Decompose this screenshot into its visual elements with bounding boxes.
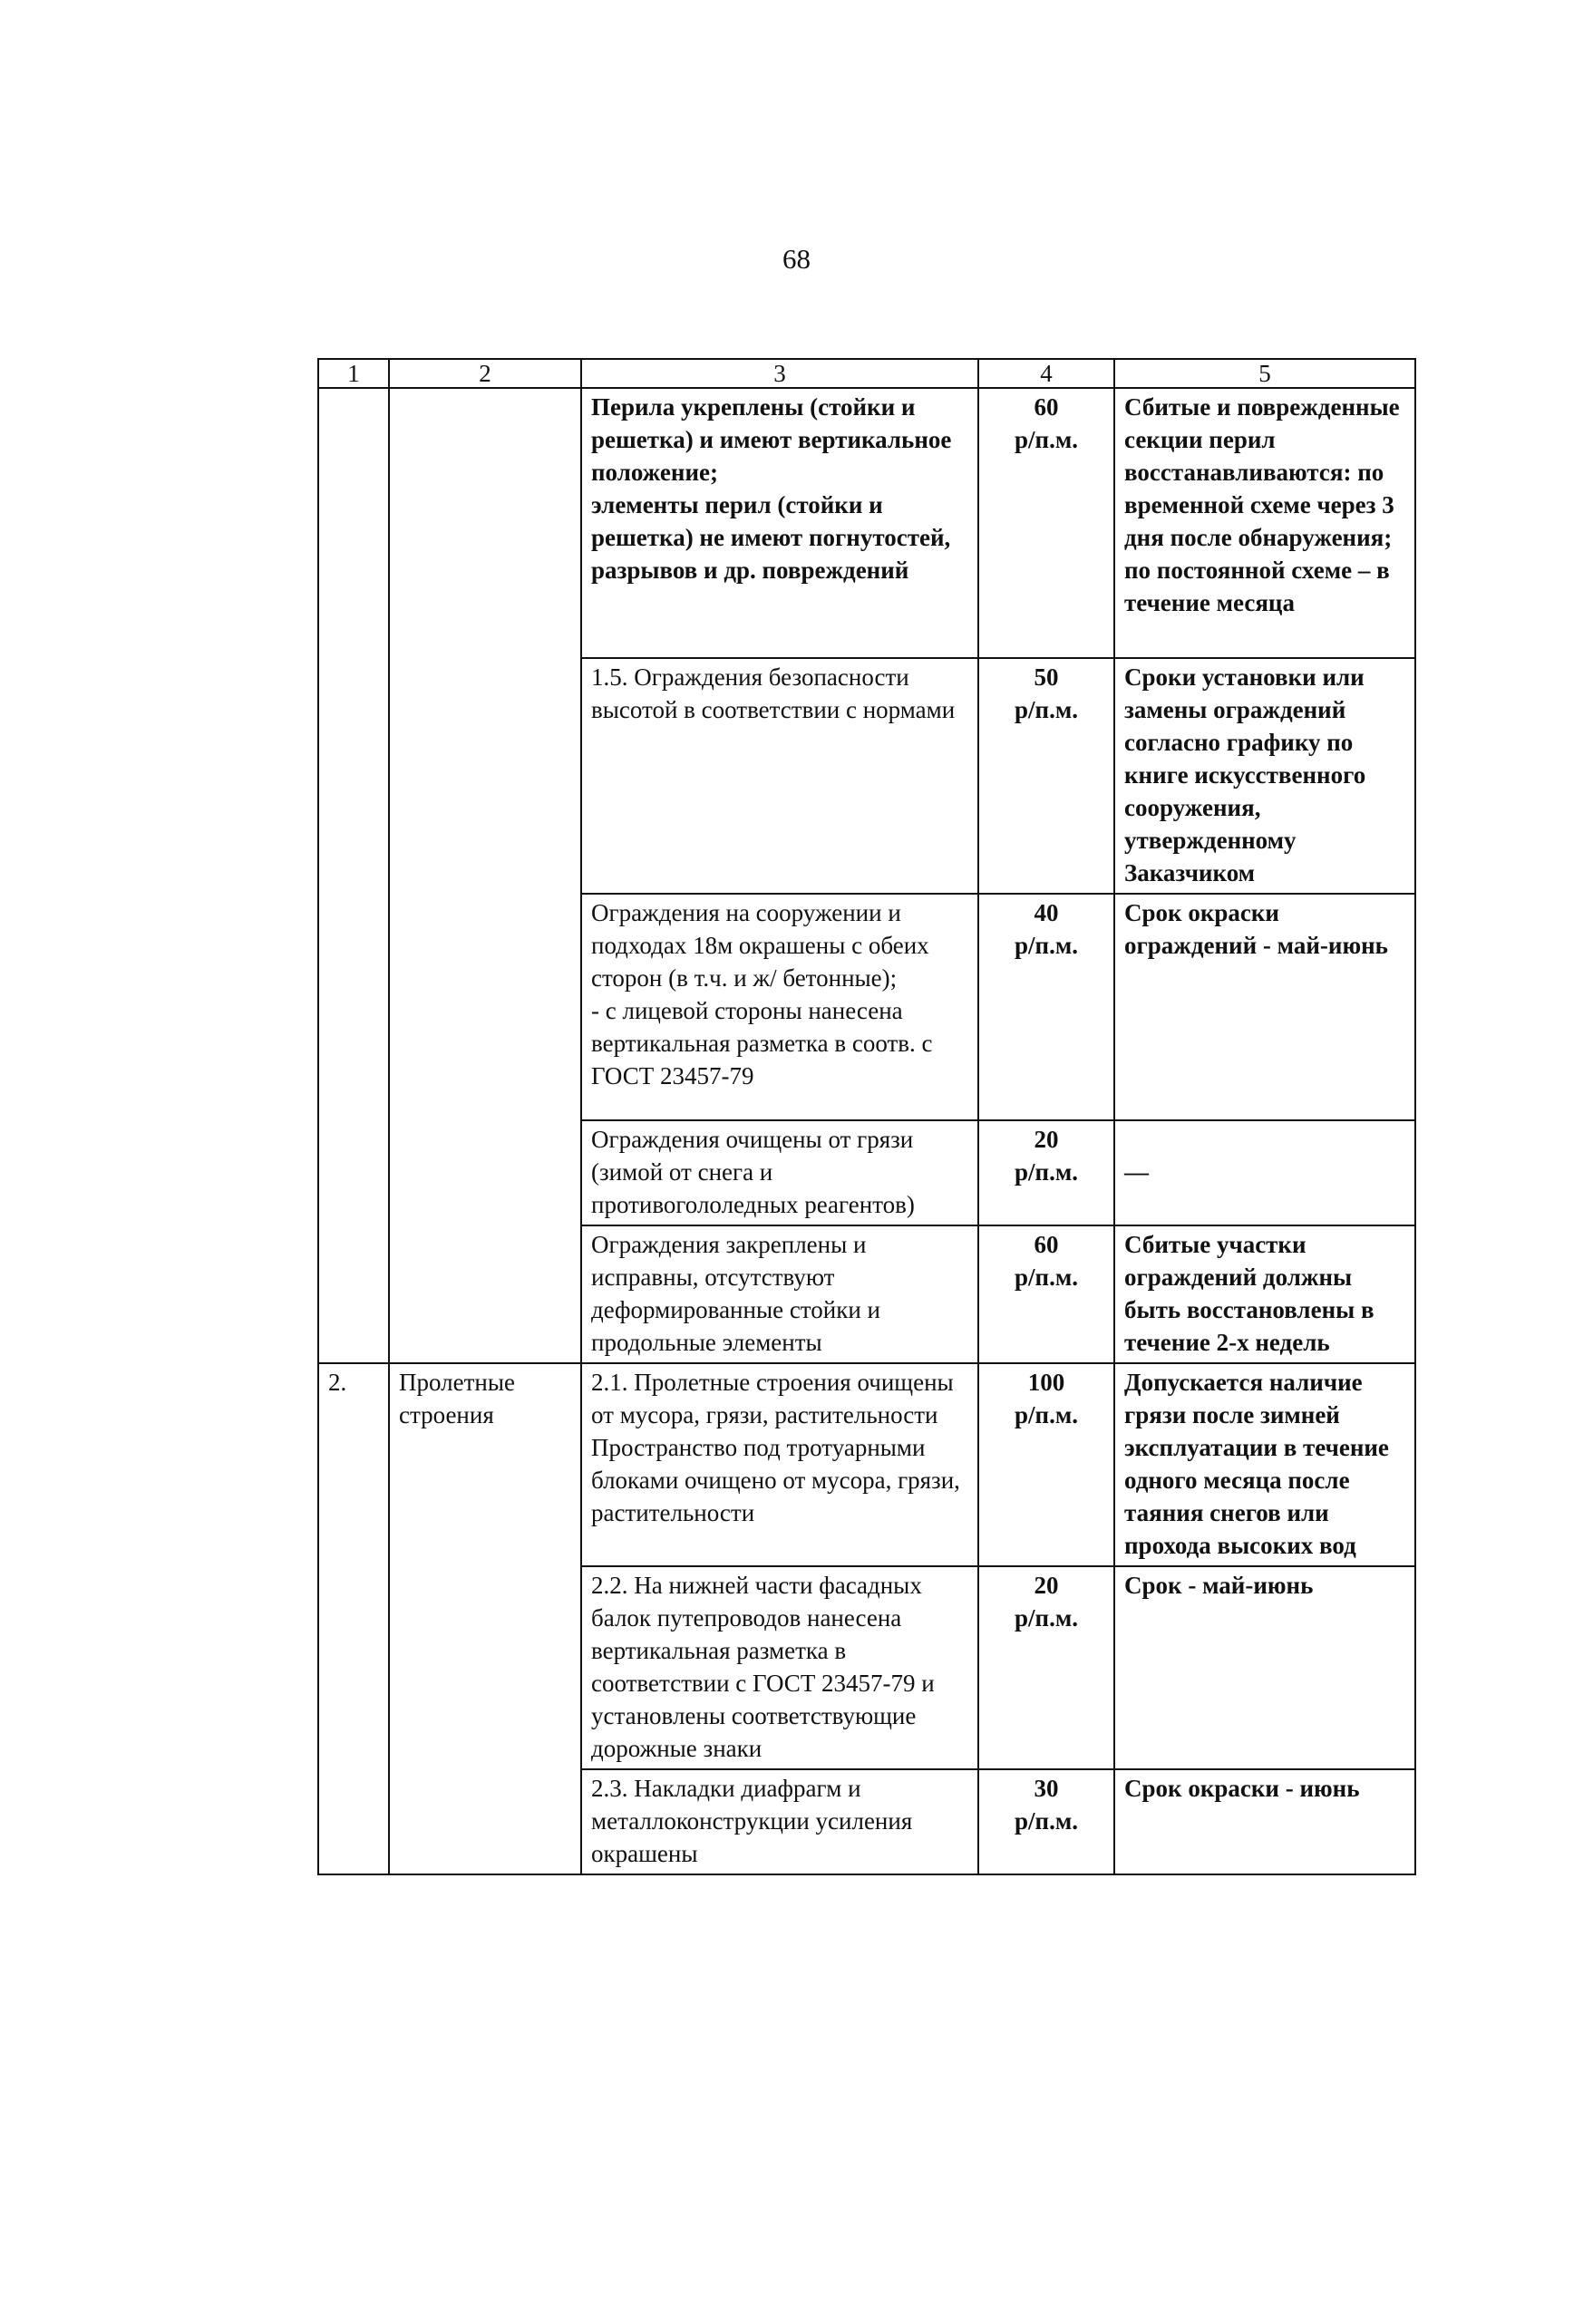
quantity-cell: 100 р/п.м. — [978, 1363, 1114, 1566]
quantity-cell: 60 р/п.м. — [978, 1225, 1114, 1363]
criterion-cell: 2.3. Накладки диафрагм и металлоконструкции усиления окрашены — [581, 1769, 978, 1874]
table-header-row — [318, 359, 1415, 388]
term-cell: Сроки установки или замены ограждений согласно графику по книге искусственного сооружения, утвержденному Заказчиком — [1114, 658, 1415, 894]
header-col-5: 5 — [1114, 359, 1415, 388]
criterion-cell: 2.2. На нижней части фасадных балок путепроводов нанесена вертикальная разметка в соответствии с ГОСТ 23457-79 и установлены соответствующие дорожные знаки — [581, 1566, 978, 1769]
criterion-cell: 1.5. Ограждения безопасности высотой в соответствии с нормами — [581, 658, 978, 894]
requirements-table — [317, 358, 1416, 1875]
header-col-3: 3 — [581, 359, 978, 388]
page-number: 68 — [782, 243, 811, 275]
term-cell: Срок окраски ограждений - май-июнь — [1114, 894, 1415, 1120]
row-number — [318, 388, 389, 1363]
term-cell: Сбитые участки ограждений должны быть восстановлены в течение 2-х недель — [1114, 1225, 1415, 1363]
quantity-cell: 40 р/п.м. — [978, 894, 1114, 1120]
criterion-cell: Ограждения очищены от грязи (зимой от снега и противогололедных реагентов) — [581, 1120, 978, 1225]
term-cell: Срок окраски - июнь — [1114, 1769, 1415, 1874]
criterion-cell: Перила укреплены (стойки и решетка) и имеют вертикальное положение; элементы перил (стойки и решетка) не имеют погнутостей, разрывов и др. повреждений — [581, 388, 978, 658]
criterion-cell: Ограждения закреплены и исправны, отсутствуют деформированные стойки и продольные элементы — [581, 1225, 978, 1363]
term-cell: — — [1114, 1120, 1415, 1225]
header-col-1: 1 — [318, 359, 389, 388]
quantity-cell: 60 р/п.м. — [978, 388, 1114, 658]
header-col-2: 2 — [389, 359, 581, 388]
table-row — [318, 1363, 1415, 1566]
criterion-cell: 2.1. Пролетные строения очищены от мусора, грязи, растительности Пространство под тротуарными блоками очищено от мусора, грязи, растительности — [581, 1363, 978, 1566]
quantity-cell: 20 р/п.м. — [978, 1120, 1114, 1225]
quantity-cell: 30 р/п.м. — [978, 1769, 1114, 1874]
term-cell: Срок - май-июнь — [1114, 1566, 1415, 1769]
header-col-4: 4 — [978, 359, 1114, 388]
quantity-cell: 50 р/п.м. — [978, 658, 1114, 894]
term-cell: Сбитые и поврежденные секции перил восстанавливаются: по временной схеме через 3 дня после обнаружения; по постоянной схеме – в течение месяца — [1114, 388, 1415, 658]
element-name: Пролетные строения — [389, 1363, 581, 1874]
element-name — [389, 388, 581, 1363]
quantity-cell: 20 р/п.м. — [978, 1566, 1114, 1769]
row-number: 2. — [318, 1363, 389, 1874]
term-cell: Допускается наличие грязи после зимней эксплуатации в течение одного месяца после таяния снегов или прохода высоких вод — [1114, 1363, 1415, 1566]
criterion-cell: Ограждения на сооружении и подходах 18м окрашены с обеих сторон (в т.ч. и ж/ бетонные); - с лицевой стороны нанесена вертикальная разметка в соотв. с ГОСТ 23457-79 — [581, 894, 978, 1120]
table-row — [318, 388, 1415, 658]
